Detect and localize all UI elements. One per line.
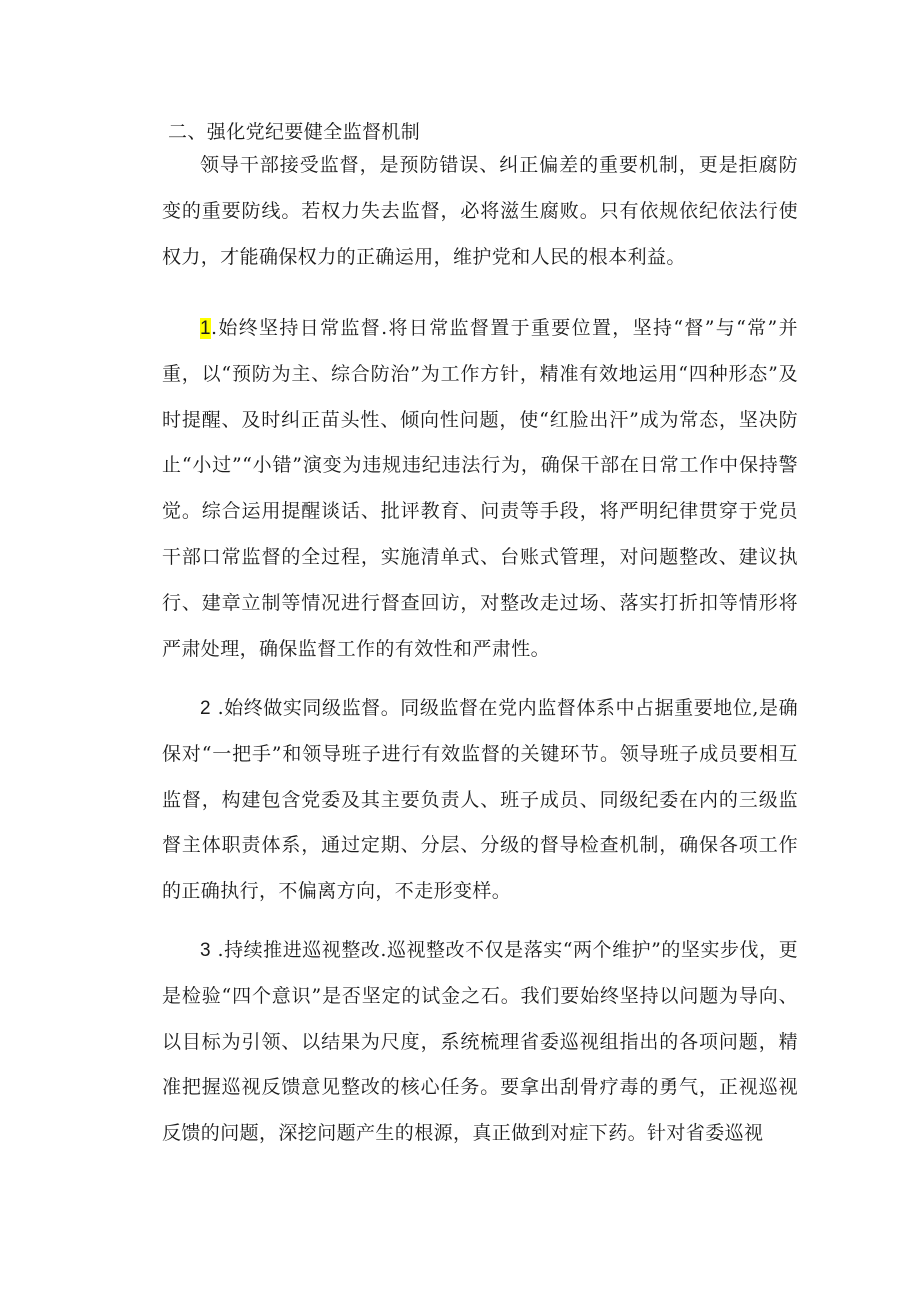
- paragraph-text: 领导干部接受监督，是预防错误、纠正偏差的重要机制，更是拒腐防变的重要防线。若权力失去监督，必将滋生腐败。只有依规依纪依法行使权力，才能确保权力的正确运用，维护党和人民的根本利益。: [162, 154, 798, 268]
- paragraph-item-2: [162, 686, 798, 915]
- paragraph-text: .持续推进巡视整改.巡视整改不仅是落实“两个维护”的坚实步伐，更是检验“四个意识”是否坚定的试金之石。我们要始终坚持以问题为导向、以目标为引领、以结果为尺度，系统梳理省委巡视组指出的各项问题，精准把握巡视反馈意见整改的核心任务。要拿出刮骨疗毒的勇气，正视巡视反馈的问题，深挖问题产生的根源，真正做到对症下药。针对省委巡视: [162, 939, 798, 1145]
- paragraph-item-1: [162, 306, 798, 672]
- paragraph-text: .始终做实同级监督。同级监督在党内监督体系中占据重要地位,是确保对“一把手”和领导班子进行有效监督的关键环节。领导班子成员要相互监督，构建包含党委及其主要负责人、班子成员、同级纪委在内的三级监督主体职责体系，通过定期、分层、分级的督导检查机制，确保各项工作的正确执行，不偏离方向，不走形变样。: [162, 697, 798, 903]
- paragraph-item-3: [162, 928, 798, 1157]
- item-number: 2: [200, 698, 211, 719]
- item-number-highlighted: 1: [200, 318, 211, 339]
- paragraph-intro: [162, 143, 798, 280]
- section-heading: 二、强化党纪要健全监督机制: [168, 121, 421, 143]
- item-number: 3: [200, 940, 211, 961]
- paragraph-text: .始终坚持日常监督.将日常监督置于重要位置，坚持“督”与“常”并重，以“预防为主、综合防治”为工作方针，精准有效地运用“四种形态”及时提醒、及时纠正苗头性、倾向性问题，使“红脸出汗”成为常态，坚决防止“小过”“小错”演变为违规违纪违法行为，确保干部在日常工作中保持警觉。综合运用提醒谈话、批评教育、问责等手段，将严明纪律贯穿于党员干部口常监督的全过程，实施清单式、台账式管理，对问题整改、建议执行、建章立制等情况进行督查回访，对整改走过场、落实打折扣等情形将严肃处理，确保监督工作的有效性和严肃性。: [162, 317, 798, 660]
